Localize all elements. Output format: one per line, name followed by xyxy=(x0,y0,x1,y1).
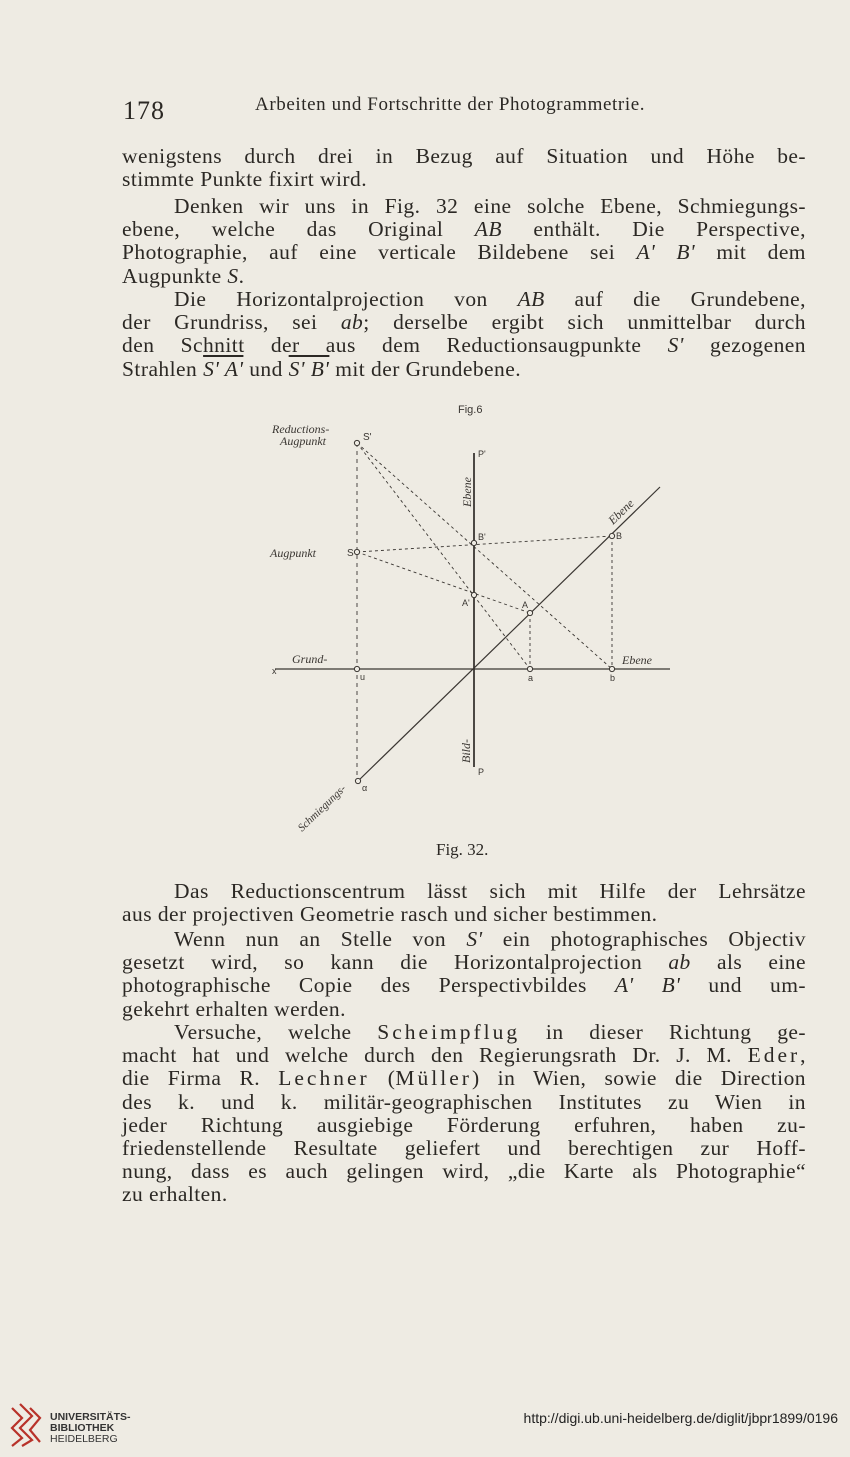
label-a-prime: A' xyxy=(462,598,470,608)
text-span: Augpunkte xyxy=(122,263,228,288)
text-span: und um- xyxy=(680,973,806,998)
page-number: 178 xyxy=(123,96,165,125)
paragraph-6 xyxy=(122,1021,806,1207)
ray-s-prime-b xyxy=(357,443,612,669)
text-span: ) in Wien, sowie die Direction xyxy=(471,1066,807,1091)
label-augpunkt-top: Augpunkt xyxy=(280,434,326,448)
math-S-prime: S' xyxy=(667,333,684,358)
paragraph-5 xyxy=(122,928,806,1021)
math-S-prime: S' xyxy=(466,927,483,951)
name-scheimpflug: Scheimpflug xyxy=(377,1020,521,1044)
text-line xyxy=(122,218,806,241)
label-ebene-diagonal: Ebene xyxy=(605,496,637,528)
running-title: Arbeiten und Fortschritte der Photogrammetrie. xyxy=(255,94,646,115)
text-span: . xyxy=(238,263,245,288)
label-grund: Grund- xyxy=(292,652,328,666)
point-a-lower xyxy=(527,666,532,671)
text-span: Strahlen xyxy=(122,356,204,381)
text-line: wenigstens durch drei in Bezug auf Situation und Höhe be- xyxy=(122,144,806,168)
text-line xyxy=(122,1044,806,1067)
text-line: friedenstellende Resultate geliefert und berechtigen zur Hoff- xyxy=(122,1136,806,1161)
text-line: aus der projectiven Geometrie rasch und sicher bestimmen. xyxy=(122,902,658,927)
point-u xyxy=(354,666,359,671)
text-line xyxy=(122,1067,806,1090)
text-span: Wenn nun an Stelle von xyxy=(174,927,467,951)
text-line xyxy=(122,288,806,311)
text-span: gezogenen xyxy=(683,333,806,358)
math-ab: ab xyxy=(668,950,691,975)
label-s: S xyxy=(347,548,354,559)
paragraph-2 xyxy=(122,195,806,288)
label-augpunkt: Augpunkt xyxy=(270,546,316,560)
text-span: in dieser Richtung ge- xyxy=(520,1020,806,1044)
library-name-line: UNIVERSITÄTS- xyxy=(50,1411,131,1423)
paragraph-1 xyxy=(122,145,806,191)
figure-caption: Fig. 32. xyxy=(436,840,489,859)
text-line xyxy=(122,1021,806,1044)
text-span: Versuche, welche xyxy=(174,1020,378,1044)
text-span: ; derselbe ergibt sich unmittelbar durch xyxy=(363,310,806,335)
point-b-upper xyxy=(609,533,614,538)
math-AB: AB xyxy=(517,287,545,311)
text-line: Denken wir uns in Fig. 32 eine solche Ebene, Schmiegungs- xyxy=(174,194,806,218)
text-span: photographische Copie des Perspectivbildes xyxy=(122,973,615,998)
library-name-line: HEIDELBERG xyxy=(50,1433,118,1445)
label-x: x xyxy=(272,666,277,676)
label-ebene-vertical: Ebene xyxy=(460,477,474,507)
name-mueller: Müller xyxy=(395,1066,472,1091)
math-S-prime-B-prime: S' B' xyxy=(288,356,330,381)
text-line xyxy=(122,265,806,288)
text-line: des k. und k. militär-geographischen Institutes zu Wien in xyxy=(122,1089,806,1114)
label-b-upper: B xyxy=(616,531,623,541)
point-a-upper xyxy=(527,610,532,615)
text-line: gekehrt erhalten werden. xyxy=(122,996,346,1021)
label-schmiegungs: Schmiegungs- xyxy=(295,782,349,835)
figure-32-diagram xyxy=(250,395,690,835)
math-A-prime-B-prime: A' B' xyxy=(614,973,681,998)
text-span: ein photographisches Objectiv xyxy=(482,927,806,951)
text-span: gesetzt wird, so kann die Horizontalprojection xyxy=(122,950,669,975)
point-b-lower xyxy=(609,666,614,671)
text-span: mit dem xyxy=(695,240,806,265)
name-lechner: Lechner xyxy=(278,1066,370,1091)
source-url-link[interactable]: http://digi.ub.uni-heidelberg.de/diglit/jbpr1899/0196 xyxy=(523,1410,838,1426)
library-name-line: BIBLIOTHEK xyxy=(50,1422,115,1434)
point-alpha xyxy=(355,778,360,783)
label-a-upper: A xyxy=(522,600,529,610)
text-line: stimmte Punkte fixirt wird. xyxy=(122,167,368,192)
ray-s-prime-a xyxy=(357,443,530,669)
paragraph-3 xyxy=(122,288,806,381)
label-bild: Bild- xyxy=(459,739,473,763)
name-eder: Eder xyxy=(747,1043,801,1068)
label-p-prime: P' xyxy=(478,449,486,459)
math-S-prime-A-prime: S' A' xyxy=(203,356,244,381)
figure-inner-title: Fig.6 xyxy=(458,404,483,416)
label-a-lower: a xyxy=(528,673,534,683)
library-logo-icon xyxy=(8,1402,46,1448)
math-S: S xyxy=(227,263,239,288)
text-span: ( xyxy=(369,1066,396,1091)
text-span: und xyxy=(243,356,289,381)
label-s-prime: S' xyxy=(363,432,372,443)
text-span: macht hat und welche durch den Regierungsrath Dr. J. M. xyxy=(122,1043,748,1068)
point-s-prime xyxy=(354,440,359,445)
text-span: , xyxy=(800,1043,806,1068)
text-span: enthält. Die Perspective, xyxy=(501,217,806,242)
label-ebene-horizontal: Ebene xyxy=(622,653,652,667)
text-span: mit der Grundebene. xyxy=(329,356,522,381)
text-span: Die Horizontalprojection von xyxy=(174,287,518,311)
text-line: Das Reductionscentrum lässt sich mit Hilfe der Lehrsätze xyxy=(174,879,806,903)
label-u: u xyxy=(360,672,366,682)
text-line xyxy=(122,951,806,974)
text-span: die Firma R. xyxy=(122,1066,279,1091)
paragraph-4 xyxy=(122,880,806,926)
label-reductions: Reductions- xyxy=(272,422,330,436)
label-p: P xyxy=(478,767,485,777)
ray-s-a xyxy=(357,552,530,613)
text-span: der Grundriss, sei xyxy=(122,310,341,335)
label-b-lower: b xyxy=(610,673,616,683)
text-span: als eine xyxy=(690,950,806,975)
text-span: ebene, welche das Original xyxy=(122,217,475,242)
text-span: Photographie, auf eine verticale Bildebene sei xyxy=(122,240,637,265)
math-ab: ab xyxy=(340,310,364,335)
text-span: den Schnitt der aus dem Reductionsaugpunkte xyxy=(122,333,668,358)
text-line xyxy=(122,334,806,357)
library-name xyxy=(50,1412,131,1445)
label-alpha: α xyxy=(362,783,368,793)
text-line xyxy=(122,974,806,997)
math-AB: AB xyxy=(474,217,502,242)
text-line: nung, dass es auch gelingen wird, „die Karte als Photographie“ xyxy=(122,1159,806,1184)
point-b-prime xyxy=(471,540,476,545)
osculating-plane-line xyxy=(358,487,660,781)
label-b-prime: B' xyxy=(478,532,486,542)
text-line xyxy=(122,241,806,264)
text-line: zu erhalten. xyxy=(122,1182,228,1207)
text-line xyxy=(122,358,806,381)
text-line: jeder Richtung ausgiebige Förderung erfuhren, haben zu- xyxy=(122,1112,806,1137)
text-line xyxy=(122,928,806,951)
text-line xyxy=(122,311,806,334)
text-span: auf die Grundebene, xyxy=(544,287,806,311)
math-A-prime-B-prime: A' B' xyxy=(636,240,696,265)
point-s xyxy=(354,549,359,554)
point-a-prime xyxy=(471,592,476,597)
